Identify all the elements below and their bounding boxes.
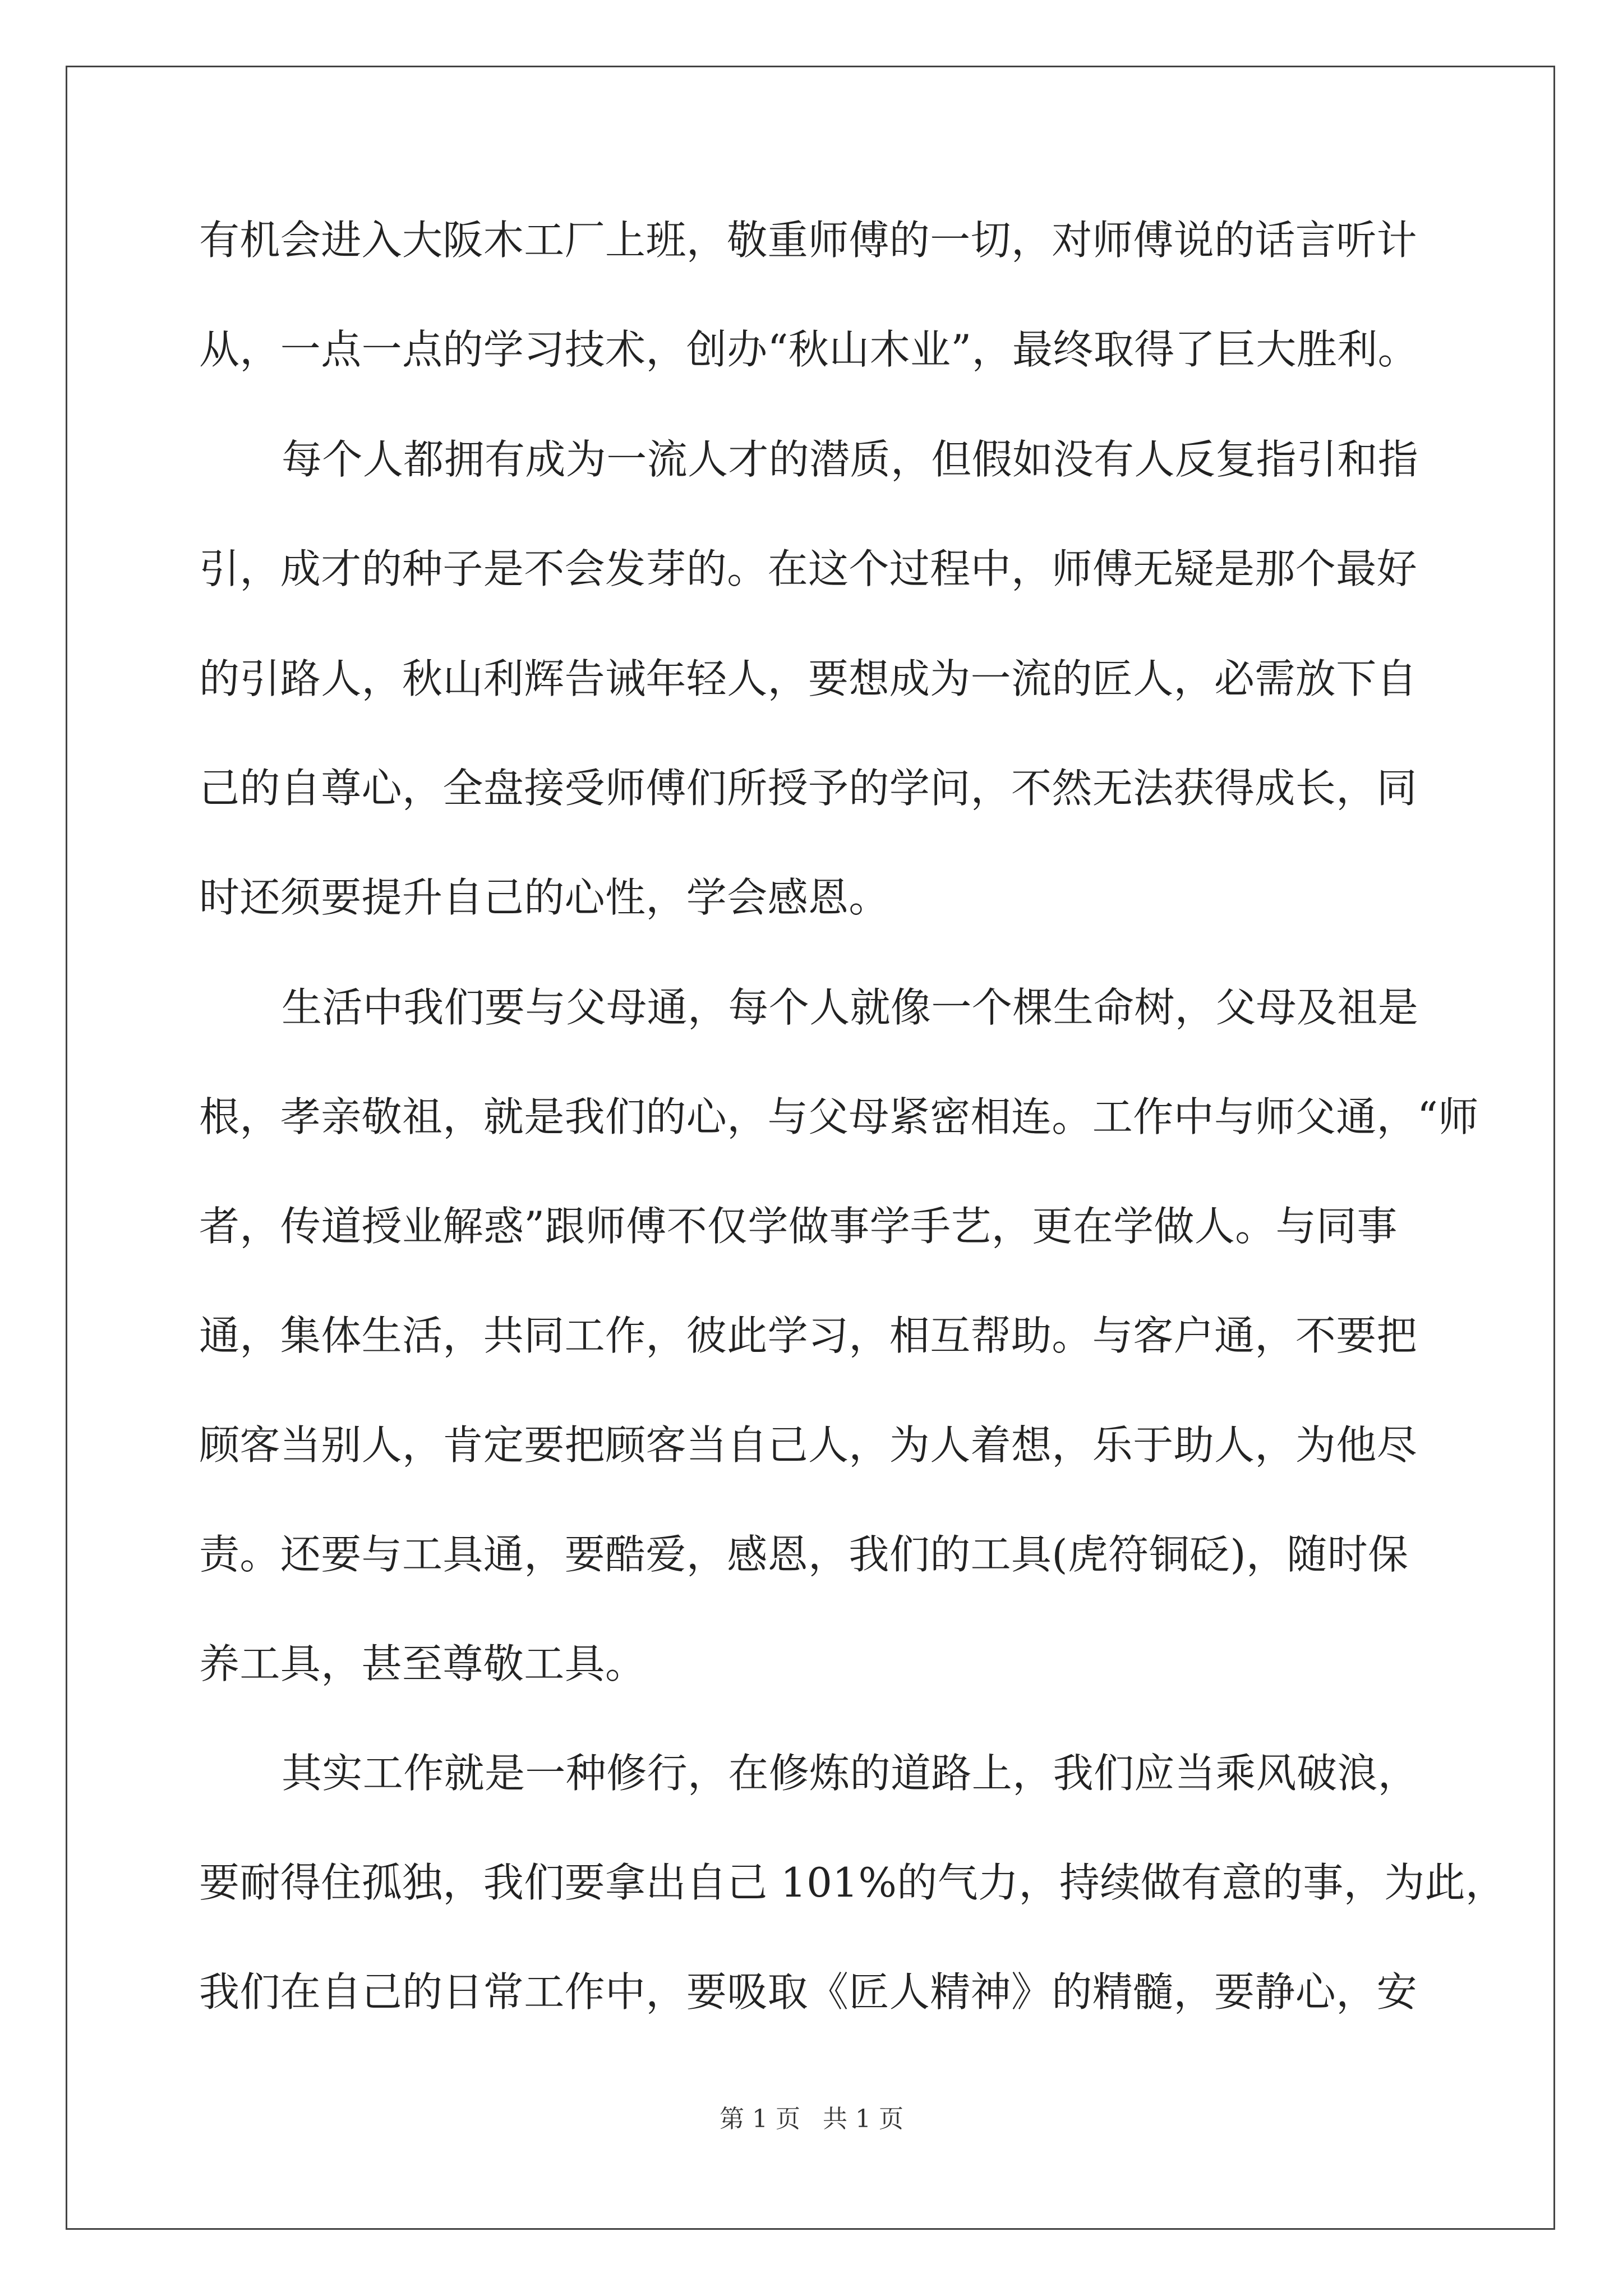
- page-number: 第 1 页: [720, 2105, 800, 2133]
- text-line-16: 要耐得住孤独，我们要拿出自己 101%的气力，持续做有意的事，为此，: [199, 1859, 1506, 1906]
- page-total: 共 1 页: [823, 2105, 903, 2133]
- text-line-9: 根，孝亲敬祖，就是我们的心，与父母紧密相连。工作中与师父通，“师: [199, 1093, 1479, 1140]
- text-line-17: 我们在自己的日常工作中，要吸取《匠人精神》的精髓，要静心，安: [199, 1968, 1418, 2016]
- text-line-1: 有机会进入大阪木工厂上班，敬重师傅的一切，对师傅说的话言听计: [199, 217, 1418, 264]
- text-line-10: 者，传道授业解惑”跟师傅不仅学做事学手艺，更在学做人。与同事: [199, 1203, 1398, 1250]
- text-line-13: 责。还要与工具通，要酷爱，感恩，我们的工具(虎符铜砭)，随时保: [199, 1531, 1409, 1578]
- paragraph-4-line-1: 其实工作就是一种修行，在修炼的道路上，我们应当乘风破浪，: [282, 1750, 1419, 1797]
- text-line-5: 的引路人，秋山利辉告诫年轻人，要想成为一流的匠人，必需放下自: [199, 655, 1418, 702]
- text-line-14: 养工具，甚至尊敬工具。: [199, 1640, 646, 1687]
- text-line-12: 顾客当别人，肯定要把顾客当自己人，为人着想，乐于助人，为他尽: [199, 1421, 1418, 1469]
- page-footer: [0, 2102, 1623, 2136]
- paragraph-3-line-1: 生活中我们要与父母通，每个人就像一个棵生命树，父母及祖是: [282, 984, 1419, 1031]
- text-line-6: 己的自尊心，全盘接受师傅们所授予的学问，不然无法获得成长，同: [199, 765, 1418, 812]
- text-line-7: 时还须要提升自己的心性，学会感恩。: [199, 874, 889, 921]
- paragraph-2-line-1: 每个人都拥有成为一流人才的潜质，但假如没有人反复指引和指: [282, 436, 1419, 483]
- text-line-11: 通，集体生活，共同工作，彼此学习，相互帮助。与客户通，不要把: [199, 1312, 1418, 1359]
- text-line-4: 引，成才的种子是不会发芽的。在这个过程中，师傅无疑是那个最好: [199, 545, 1418, 592]
- text-line-2: 从，一点一点的学习技术，创办“秋山木业”，最终取得了巨大胜利。: [199, 326, 1419, 373]
